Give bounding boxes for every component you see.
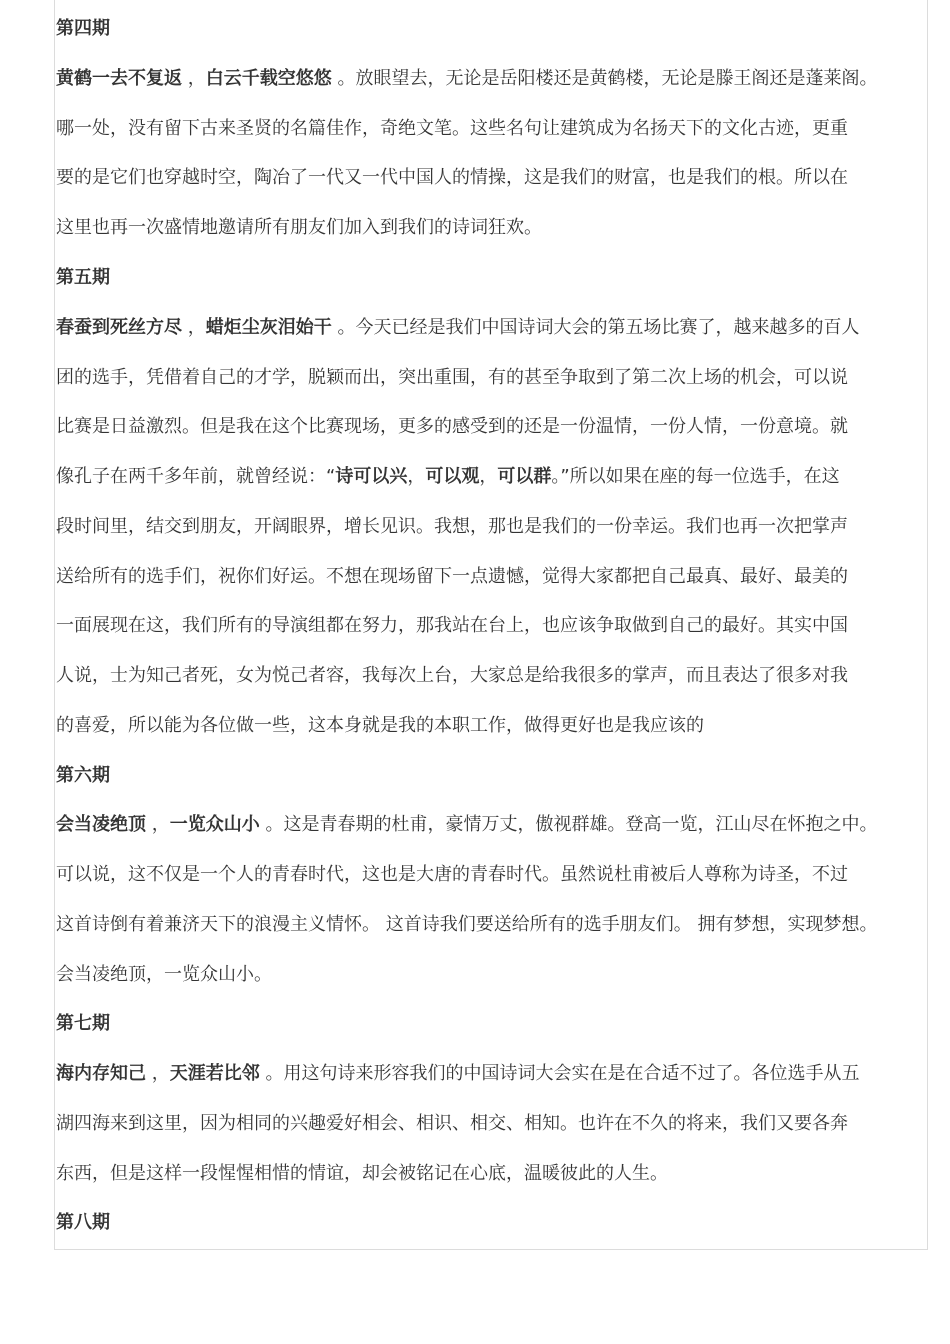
section-heading: 第七期 [56,1013,110,1034]
paragraph-line: 要的是它们也穿越时空，陶冶了一代又一代中国人的情操，这是我们的财富，也是我们的根。所以在 [56,167,848,188]
separator: ， [479,466,498,487]
bold-quote: 诗可以兴 [335,466,408,487]
paragraph-line: 可以说，这不仅是一个人的青春时代，这也是大唐的青春时代。虽然说杜甫被后人尊称为诗圣，不过 [56,864,848,885]
bold-quote: 白云千载空悠悠 [205,68,332,89]
bold-quote: 春蚕到死丝方尽 [56,317,182,338]
separator: ， [146,1063,170,1084]
line-text: 像孔子在两千多年前，就曾经说：“ [56,466,336,487]
bold-quote: 天涯若比邻 [169,1063,260,1084]
paragraph-line [56,1059,859,1089]
bold-quote: 蜡炬尘灰泪始干 [205,317,332,338]
paragraph-line [56,64,877,94]
line-text: 。”所以如果在座的每一位选手，在这 [551,466,840,487]
separator: ， [182,317,206,338]
separator: ， [407,466,426,487]
bold-quote: 会当凌绝顶 [56,814,146,835]
separator: ， [146,814,170,835]
paragraph-line: 比赛是日益激烈。但是我在这个比赛现场，更多的感受到的还是一份温情，一份人情，一份意境。就 [56,416,848,437]
paragraph-line [56,313,859,343]
paragraph-line: 段时间里，结交到朋友，开阔眼界，增长见识。我想，那也是我们的一份幸运。我们也再一次把掌声 [56,516,848,537]
paragraph-line [56,462,840,492]
paragraph-line: 这里也再一次盛情地邀请所有朋友们加入到我们的诗词狂欢。 [56,217,542,238]
paragraph-line: 这首诗倒有着兼济天下的浪漫主义情怀。 这首诗我们要送给所有的选手朋友们。 拥有梦想，实现梦想。 [56,914,878,935]
line-text: 。放眼望去，无论是岳阳楼还是黄鹤楼，无论是滕王阁还是蓬莱阁。 [331,68,878,89]
bold-quote: 黄鹤一去不复返 [56,68,182,89]
bold-quote: 海内存知己 [56,1063,146,1084]
paragraph-line: 团的选手，凭借着自己的才学，脱颖而出，突出重围，有的甚至争取到了第二次上场的机会，可以说 [56,367,848,388]
paragraph-line: 一面展现在这，我们所有的导演组都在努力，那我站在台上，也应该争取做到自己的最好。其实中国 [56,615,848,636]
paragraph-line: 送给所有的选手们，祝你们好运。不想在现场留下一点遗憾，觉得大家都把自己最真、最好、最美的 [56,566,848,587]
paragraph-line: 哪一处，没有留下古来圣贤的名篇佳作，奇绝文笔。这些名句让建筑成为名扬天下的文化古迹，更重 [56,118,848,139]
paragraph-line [56,810,877,840]
bold-quote: 一览众山小 [169,814,260,835]
bold-quote: 可以观 [425,466,480,487]
section-heading: 第八期 [56,1212,110,1233]
section-heading: 第六期 [56,765,110,786]
paragraph-line: 湖四海来到这里，因为相同的兴趣爱好相会、相识、相交、相知。也许在不久的将来，我们又要各奔 [56,1113,848,1134]
section-heading: 第五期 [56,267,110,288]
separator: ， [182,68,206,89]
line-text: 。用这句诗来形容我们的中国诗词大会实在是在合适不过了。各位选手从五 [259,1063,860,1084]
paragraph-line: 的喜爱，所以能为各位做一些，这本身就是我的本职工作，做得更好也是我应该的 [56,715,704,736]
document-page [54,0,928,1250]
line-text: 。这是青春期的杜甫，豪情万丈，傲视群雄。登高一览，江山尽在怀抱之中。 [259,814,878,835]
paragraph-line: 会当凌绝顶，一览众山小。 [56,964,272,985]
bold-quote: 可以群 [497,466,552,487]
section-heading: 第四期 [56,18,110,39]
paragraph-line: 人说，士为知己者死，女为悦己者容，我每次上台，大家总是给我很多的掌声，而且表达了很多对我 [56,665,848,686]
line-text: 。今天已经是我们中国诗词大会的第五场比赛了，越来越多的百人 [331,317,860,338]
paragraph-line: 东西，但是这样一段惺惺相惜的情谊，却会被铭记在心底，温暖彼此的人生。 [56,1163,668,1184]
